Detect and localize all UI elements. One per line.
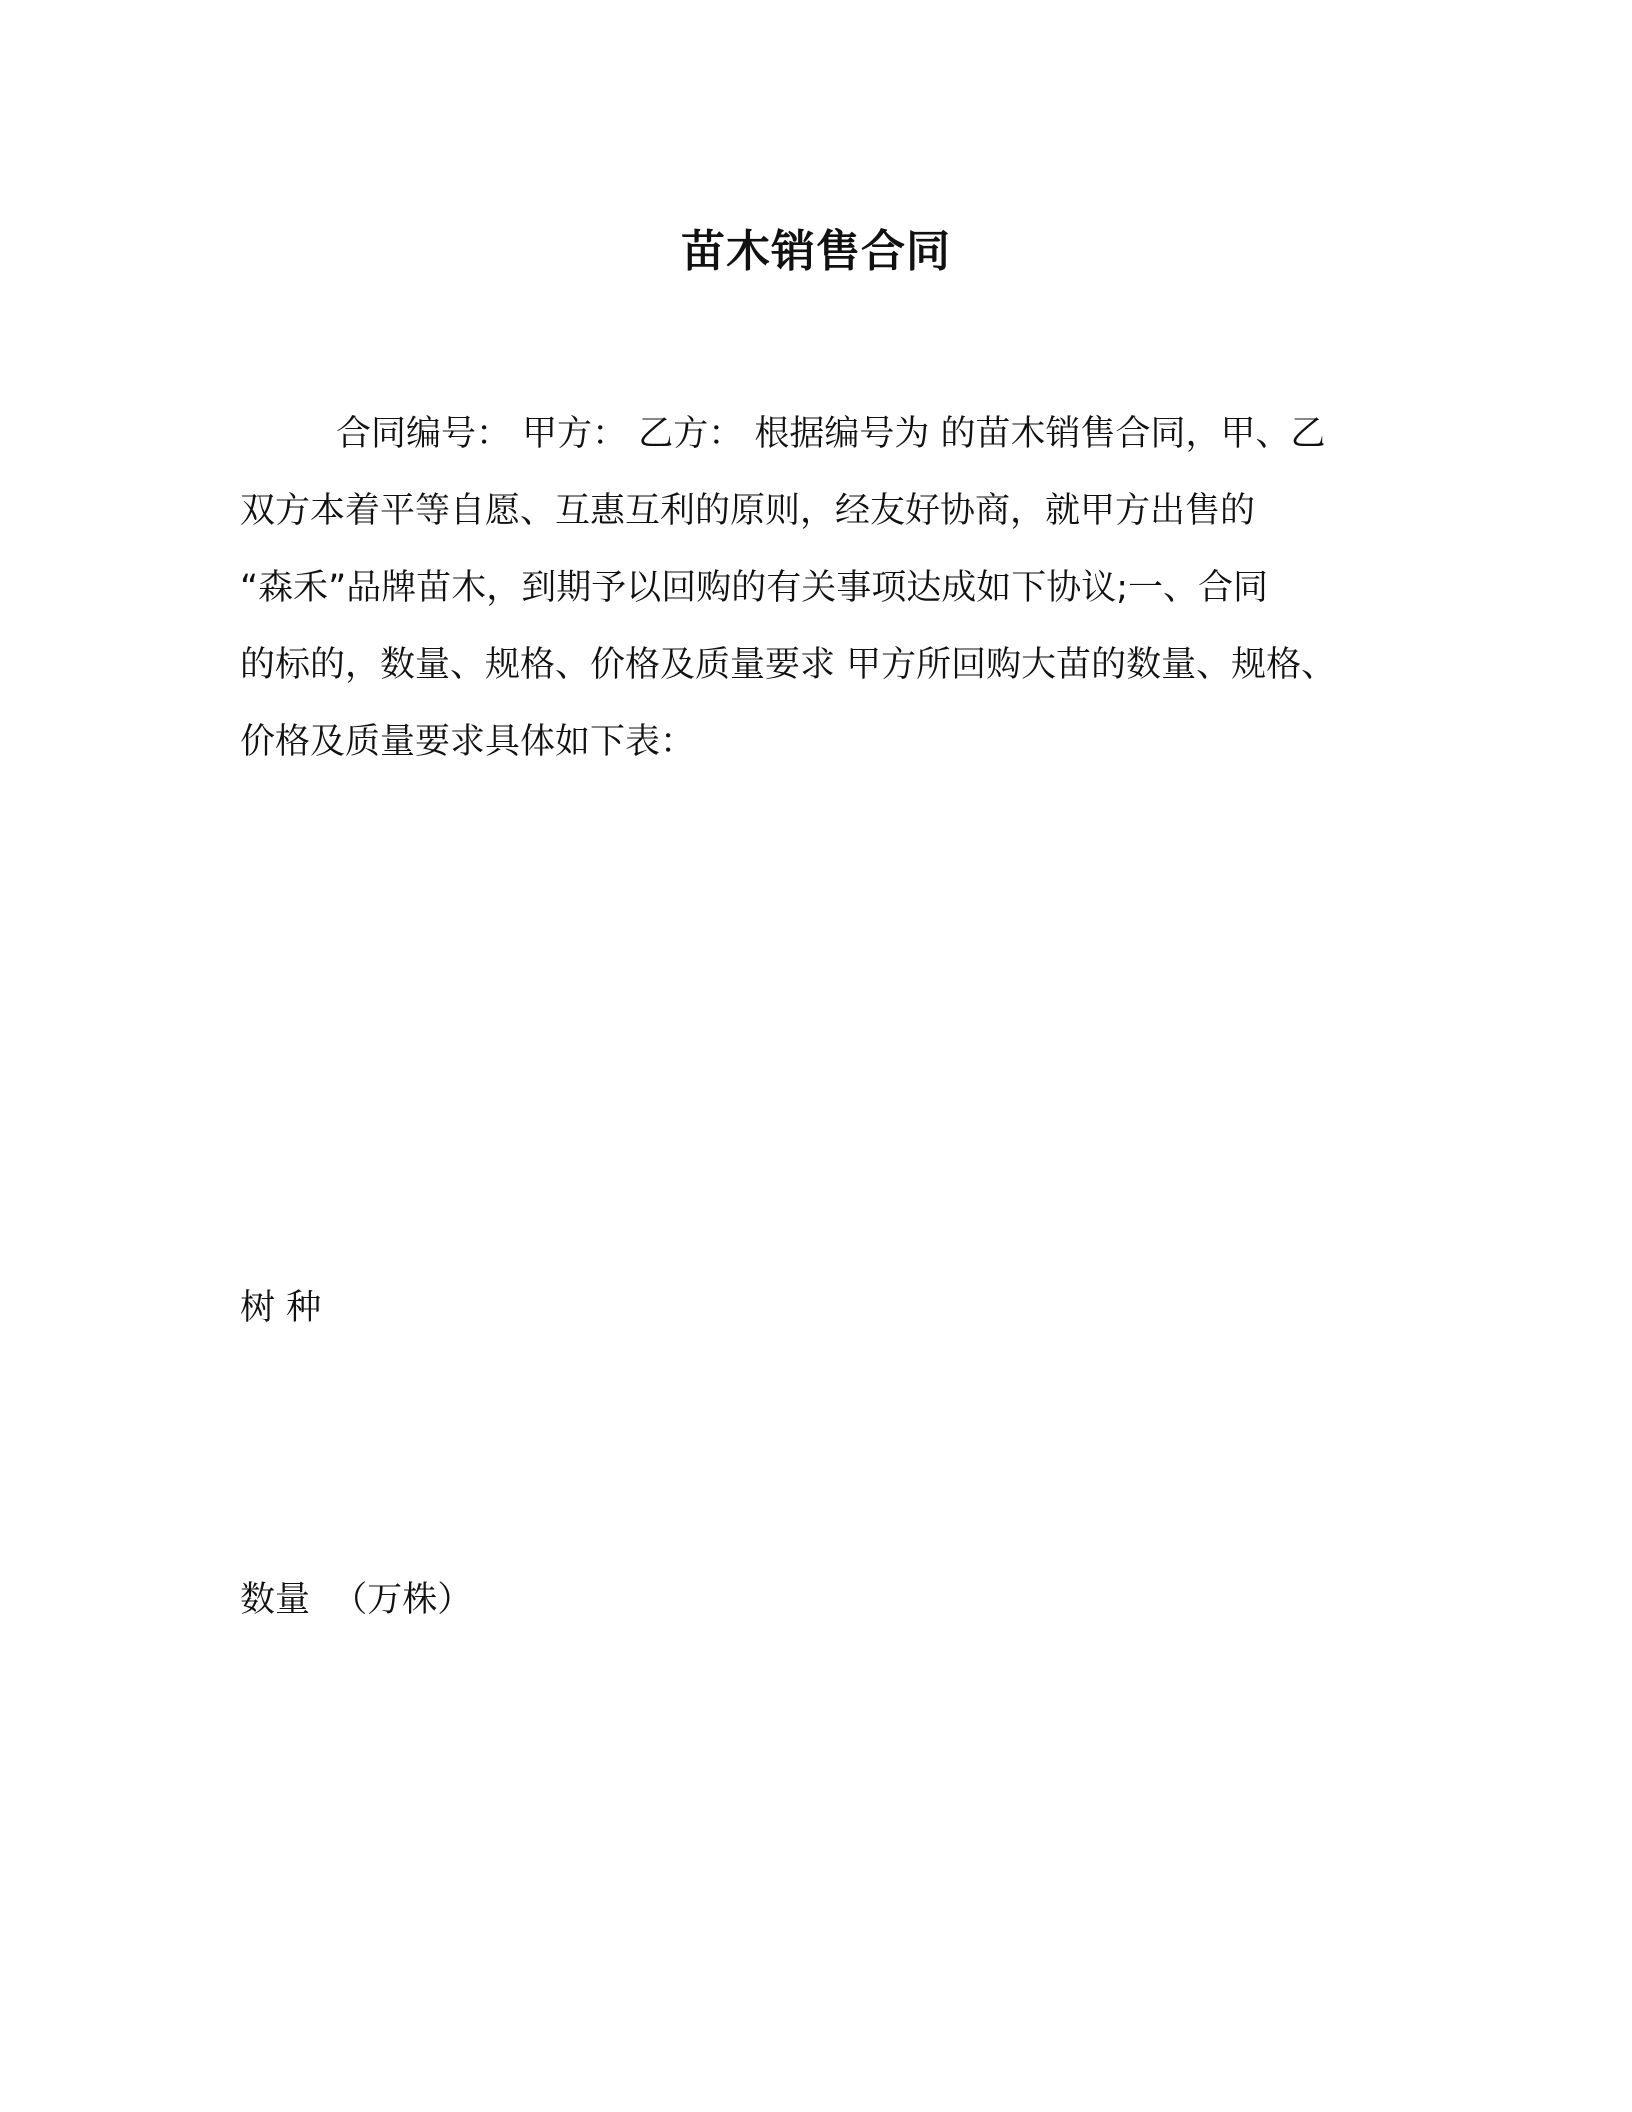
paragraph-line: “森禾”品牌苗木，到期予以回购的有关事项达成如下协议;一、合同 <box>240 568 1269 608</box>
paragraph-line: 价格及质量要求具体如下表： <box>240 722 696 762</box>
paragraph-line: 的标的，数量、规格、价格及质量要求 甲方所回购大苗的数量、规格、 <box>240 645 1337 685</box>
table-label-species: 树 种 <box>240 1288 322 1328</box>
contract-paragraph <box>240 396 1390 781</box>
paragraph-line: 合同编号： 甲方： 乙方： 根据编号为 的苗木销售合同，甲、乙 <box>336 414 1326 454</box>
table-label-quantity: 数量 （万株） <box>240 1580 473 1620</box>
document-title: 苗木销售合同 <box>681 226 951 277</box>
paragraph-line: 双方本着平等自愿、互惠互利的原则，经友好协商，就甲方出售的 <box>240 491 1256 531</box>
